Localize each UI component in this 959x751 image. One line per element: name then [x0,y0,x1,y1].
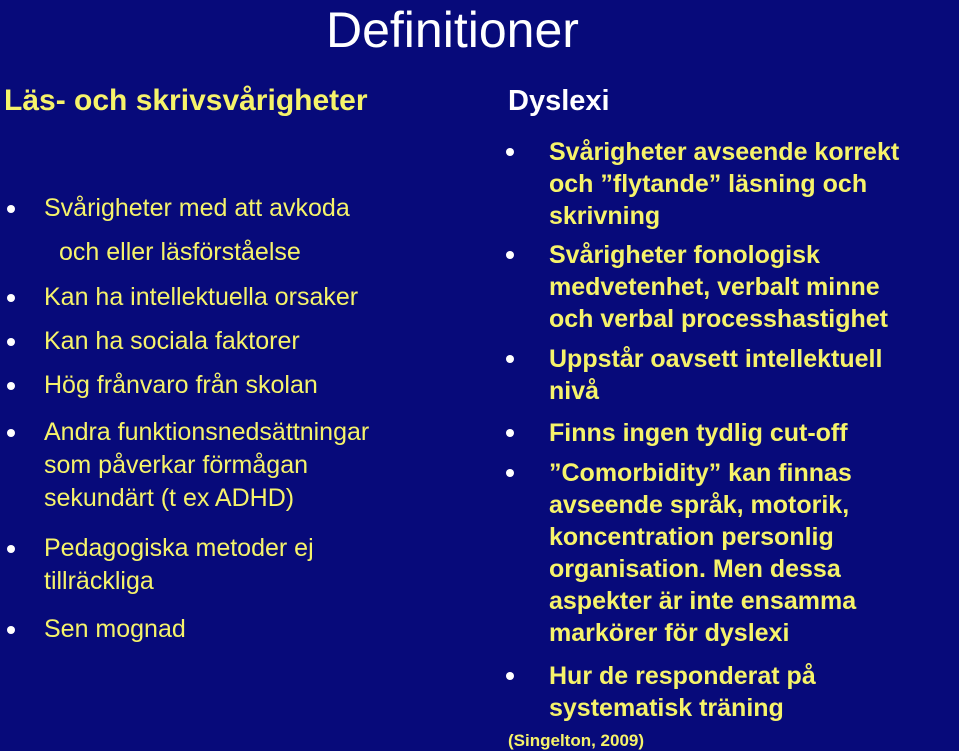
list-item-text: Finns ingen tydlig cut-off [549,419,848,447]
bullet-icon [7,294,15,302]
list-item-text: avseende språk, motorik, [549,491,850,519]
list-item-text: och eller läsförståelse [59,238,301,266]
list-item-text: medvetenhet, verbalt minne [549,273,880,301]
bullet-icon [506,251,514,259]
list-item [549,417,848,449]
list-item-text: Hur de responderat på [549,662,816,690]
list-item-text: Andra funktionsnedsättningar [44,418,370,446]
citation: (Singelton, 2009) [508,731,645,750]
bullet-icon [506,148,514,156]
list-item-text: ”Comorbidity” kan finnas [549,459,852,487]
list-item-text: Svårigheter fonologisk [549,241,820,269]
list-item-text: Pedagogiska metoder ej [44,534,314,562]
bullet-icon [7,382,15,390]
list-item-text: som påverkar förmågan [44,451,309,479]
bullet-icon [7,545,15,553]
list-item [549,457,856,649]
bullet-icon [506,469,514,477]
list-item [44,416,369,515]
list-item-text: och verbal processhastighet [549,305,889,333]
list-item-text: skrivning [549,202,661,230]
list-item [44,192,350,269]
bullet-icon [7,626,15,634]
list-item [44,532,314,598]
list-item-text: Svårigheter avseende korrekt [549,138,900,166]
list-item [549,343,882,407]
list-item-text: Kan ha sociala faktorer [44,327,300,355]
list-item-text: Uppstår oavsett intellektuell [549,345,883,373]
list-item-text: aspekter är inte ensamma [549,587,857,615]
bullet-icon [7,338,15,346]
right-column-heading: Dyslexi [508,85,610,117]
list-item-text: koncentration personlig [549,523,834,551]
slide-title: Definitioner [326,2,579,58]
list-item-text: Sen mognad [44,615,186,643]
bullet-icon [7,205,15,213]
list-item [549,239,888,335]
list-item-text: systematisk träning [549,694,784,722]
list-item-text: och ”flytande” läsning och [549,170,868,198]
bullet-icon [506,672,514,680]
bullet-icon [7,429,15,437]
list-item-text: sekundärt (t ex ADHD) [44,484,295,512]
bullet-icon [506,355,514,363]
list-item [549,660,816,724]
list-item-text: tillräckliga [44,567,154,595]
list-item-text: Kan ha intellektuella orsaker [44,283,359,311]
list-item-text: markörer för dyslexi [549,619,790,647]
list-item-text: Hög frånvaro från skolan [44,371,318,399]
list-item [44,613,186,646]
list-item [44,325,300,358]
list-item-text: nivå [549,377,600,405]
left-column-heading: Läs- och skrivsvårigheter [4,84,368,117]
list-item [44,369,318,402]
list-item-text: Svårigheter med att avkoda [44,194,350,222]
list-item [44,281,358,314]
list-item [549,136,899,232]
list-item-text: organisation. Men dessa [549,555,841,583]
bullet-icon [506,429,514,437]
